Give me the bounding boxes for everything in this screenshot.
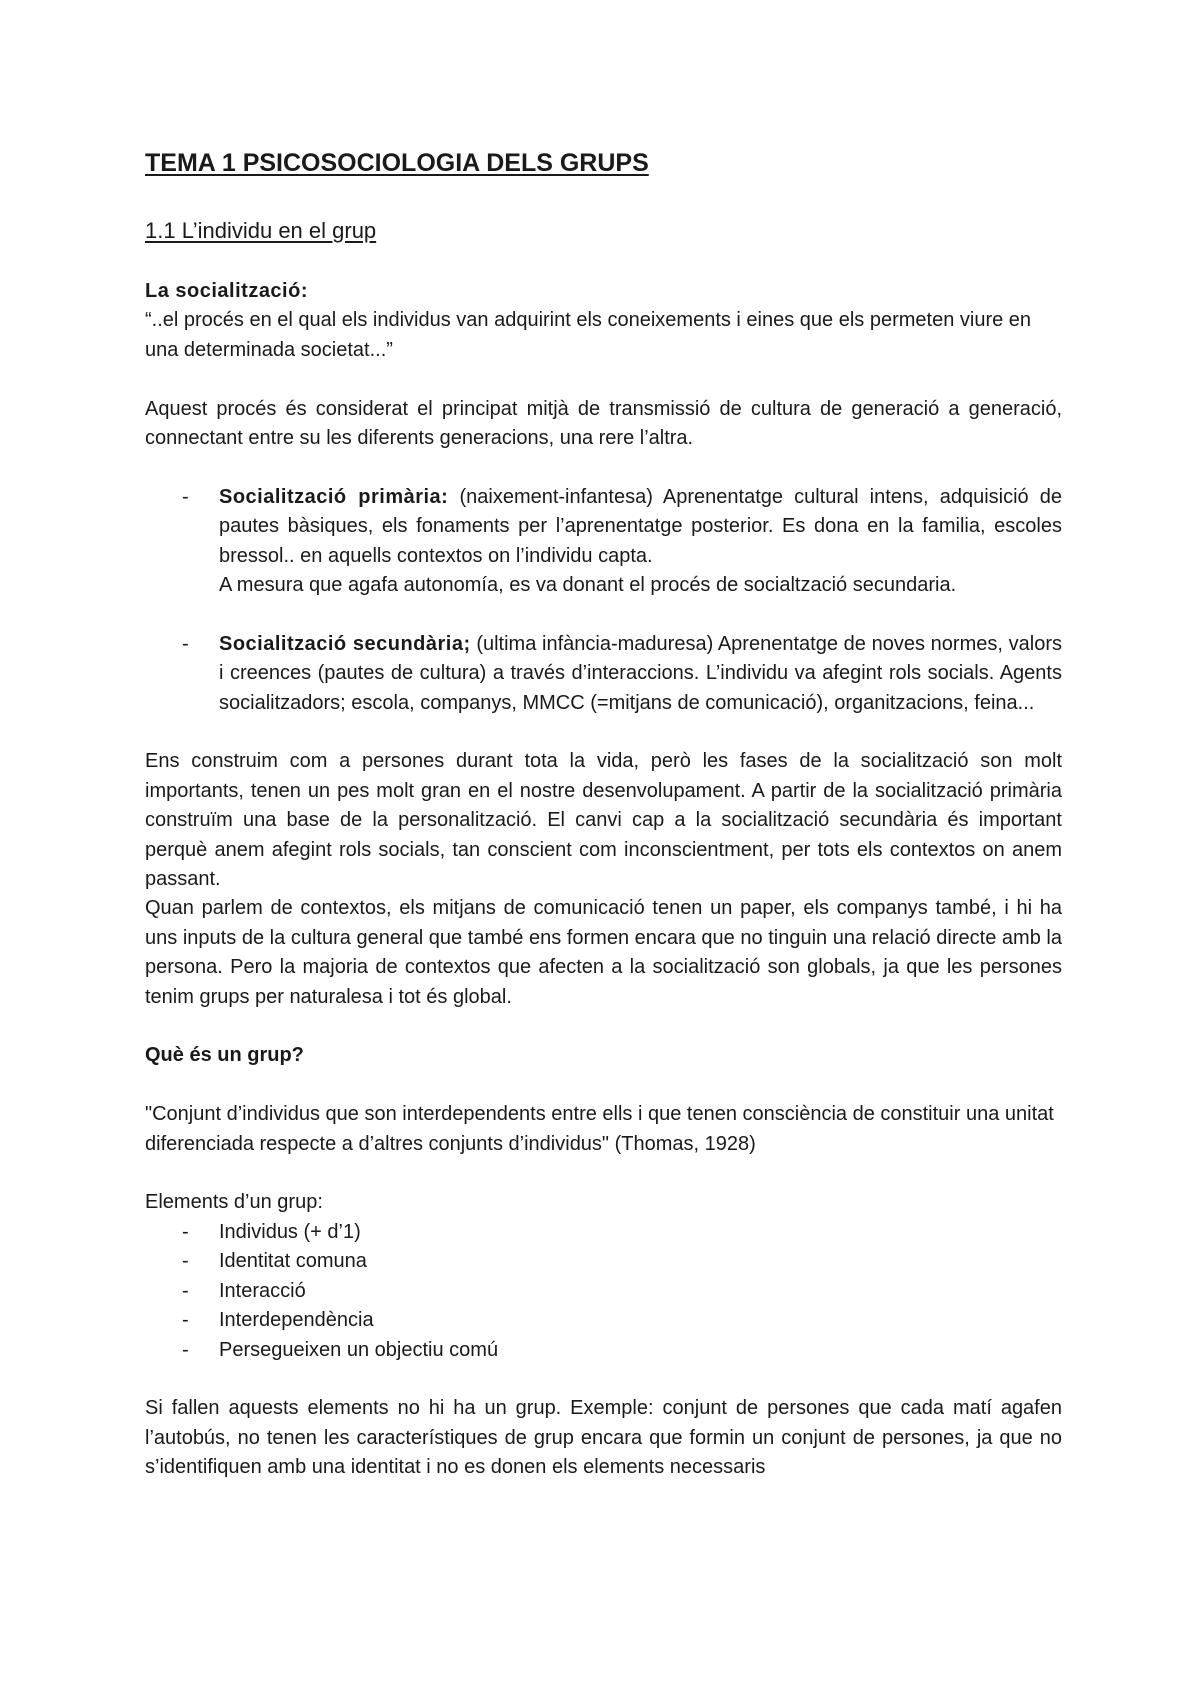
element-text: Individus (+ d’1) bbox=[219, 1220, 361, 1243]
element-text: Interdependència bbox=[219, 1309, 374, 1332]
document-title: TEMA 1 PSICOSOCIOLOGIA DELS GRUPS bbox=[145, 149, 649, 177]
paragraph-contextos: Quan parlem de contextos, els mitjans de comunicació tenen un paper, els companys també, i hi ha uns inputs de la cultura general que també ens formen encara que no tinguin una relació directe amb la persona. Pero la majoria de contextos que afecten a la socialització son globals, ja que les persones tenim grups per naturalesa i tot és global. bbox=[145, 897, 1062, 1008]
section-heading: 1.1 L’individu en el grup bbox=[145, 218, 377, 243]
list-dash: - bbox=[182, 1309, 189, 1332]
question-heading: Què és un grup? bbox=[145, 1044, 304, 1067]
list-item-body bbox=[219, 483, 1062, 571]
spacer bbox=[145, 365, 1062, 394]
element-text: Persegueixen un objectiu comú bbox=[219, 1338, 499, 1361]
socialitzacio-quote: “..el procés en el qual els individus van adquirint els coneixements i eines que els permeten viure en una determinada societat...” bbox=[145, 309, 1032, 361]
list-item bbox=[145, 1247, 1062, 1276]
elements-intro: Elements d’un grup: bbox=[145, 1191, 323, 1214]
paragraph-construim: Ens construim com a persones durant tota la vida, però les fases de la socialització son molt importants, tenen un pes molt gran en el nostre desenvolupament. A partir de la socialització primària construïm una base de la personalització. El canvi cap a la socialització secundària és important perquè anem afegint rols socials, tan conscient com inconscientment, per tots els contextos on anem passant. bbox=[145, 750, 1062, 891]
spacer bbox=[145, 1365, 1062, 1394]
list-item bbox=[145, 1218, 1062, 1247]
list-item-primary bbox=[145, 483, 1062, 601]
list-item bbox=[145, 1277, 1062, 1306]
spacer bbox=[145, 718, 1062, 747]
document-content bbox=[145, 277, 1062, 1483]
primary-text: (naixement-infantesa) Aprenentatge cultural intens, adquisició de pautes bàsiques, els fonaments per l’aprenentatge posterior. Es dona en la familia, escoles bressol.. en aquells contextos on l’individu capta. bbox=[219, 485, 1063, 567]
list-item-secondary bbox=[145, 630, 1062, 718]
group-elements-list bbox=[145, 1218, 1062, 1365]
secondary-label: Socialització secundària; bbox=[219, 632, 471, 655]
list-dash: - bbox=[182, 632, 189, 655]
socialitzacio-label: La socialització: bbox=[145, 280, 308, 302]
spacer bbox=[145, 453, 1062, 482]
spacer bbox=[145, 1159, 1062, 1188]
socialization-types-list bbox=[145, 483, 1062, 718]
list-dash: - bbox=[182, 485, 189, 508]
element-text: Interacció bbox=[219, 1279, 306, 1302]
element-text: Identitat comuna bbox=[219, 1250, 367, 1273]
primary-extra: A mesura que agafa autonomía, es va donant el procés de socialtzació secundaria. bbox=[219, 574, 957, 597]
list-dash: - bbox=[182, 1220, 189, 1243]
list-dash: - bbox=[182, 1279, 189, 1302]
primary-label: Socialització primària: bbox=[219, 485, 449, 508]
paragraph-fallen: Si fallen aquests elements no hi ha un grup. Exemple: conjunt de persones que cada matí agafen l’autobús, no tenen les característiques de grup encara que formin un conjunt de persones, ja que no s’identifiquen amb una identitat i no es donen els elements necessaris bbox=[145, 1397, 1062, 1479]
list-item bbox=[145, 1336, 1062, 1365]
list-item-body bbox=[219, 630, 1062, 718]
paragraph-process: Aquest procés és considerat el principat mitjà de transmissió de cultura de generació a generació, connectant entre su les diferents generacions, una rere l’altra. bbox=[145, 397, 1062, 450]
group-definition: "Conjunt d’individus que son interdependents entre ells i que tenen consciència de constituir una unitat diferenciada respecte a d’altres conjunts d’individus" (Thomas, 1928) bbox=[145, 1103, 1054, 1155]
spacer bbox=[145, 1012, 1062, 1041]
list-dash: - bbox=[182, 1338, 189, 1361]
secondary-text: (ultima infància-maduresa) Aprenentatge de noves normes, valors i creences (pautes de cultura) a través d’interaccions. L’individu va afegint rols socials. Agents socialitzadors; escola, companys, MMCC (=mitjans de comunicació), organitzacions, feina... bbox=[219, 632, 1062, 714]
list-item bbox=[145, 1306, 1062, 1335]
list-dash: - bbox=[182, 1250, 189, 1273]
spacer bbox=[145, 1071, 1062, 1100]
